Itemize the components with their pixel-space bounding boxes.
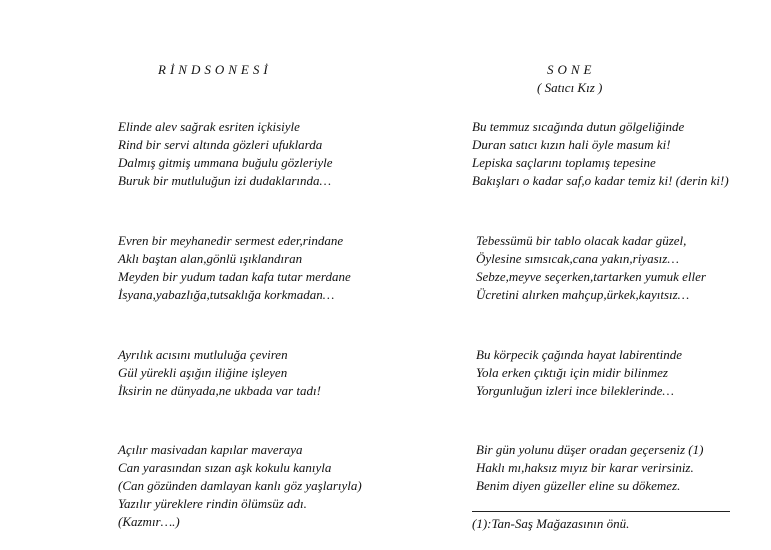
footnote: (1):Tan-Saş Mağazasının önü.: [472, 516, 630, 531]
poem-line: Bir gün yolunu düşer oradan geçerseniz (1): [476, 442, 704, 457]
poem-line: Meyden bir yudum tadan kafa tutar merdane: [118, 269, 351, 284]
poem-line: (Can gözünden damlayan kanlı göz yaşlarıyla): [118, 478, 362, 493]
poem-line: (Kazmır….): [118, 514, 180, 529]
poem-line: Benim diyen güzeller eline su dökemez.: [476, 478, 681, 493]
poem-line: Lepiska saçlarını toplamış tepesine: [472, 155, 656, 170]
poem-line: Ayrılık acısını mutluluğa çeviren: [118, 347, 288, 362]
poem-line: Yazılır yüreklere rindin ölümsüz adı.: [118, 496, 307, 511]
poem-line: Tebessümü bir tablo olacak kadar güzel,: [476, 233, 687, 248]
poem-line: Ücretini alırken mahçup,ürkek,kayıtsız…: [476, 287, 690, 302]
poem-line: Açılır masivadan kapılar maveraya: [118, 442, 303, 457]
poem-line: Rind bir servi altında gözleri ufuklarda: [118, 137, 323, 152]
poem-line: Can yarasından sızan aşk kokulu kanıyla: [118, 460, 332, 475]
left-poem-title: RİNDSONESİ: [158, 62, 272, 77]
poem-line: Dalmış gitmiş ummana buğulu gözleriyle: [118, 155, 333, 170]
poem-line: Buruk bir mutluluğun izi dudaklarında…: [118, 173, 332, 188]
poem-line: Bu temmuz sıcağında dutun gölgeliğinde: [472, 119, 685, 134]
poem-line: Evren bir meyhanedir sermest eder,rindane: [118, 233, 344, 248]
poem-line: Yorgunluğun izleri ince bileklerinde…: [476, 383, 674, 398]
poem-line: Sebze,meyve seçerken,tartarken yumuk eller: [476, 269, 706, 284]
right-poem-subtitle: ( Satıcı Kız ): [537, 80, 603, 95]
poem-line: Aklı baştan alan,gönlü ışıklandıran: [118, 251, 303, 266]
poem-line: Duran satıcı kızın hali öyle masum ki!: [472, 137, 671, 152]
footnote-divider: [472, 511, 730, 512]
poem-line: Elinde alev sağrak esriten içkisiyle: [118, 119, 300, 134]
poem-line: İksirin ne dünyada,ne ukbada var tadı!: [118, 383, 321, 398]
poem-line: Bakışları o kadar saf,o kadar temiz ki! (derin ki!): [472, 173, 729, 188]
poem-line: Bu körpecik çağında hayat labirentinde: [476, 347, 683, 362]
poem-line: Yola erken çıktığı için midir bilinmez: [476, 365, 668, 380]
poem-line: Haklı mı,haksız mıyız bir karar verirsiniz.: [476, 460, 694, 475]
poem-line: İsyana,yabazlığa,tutsaklığa korkmadan…: [118, 287, 335, 302]
poem-line: Gül yürekli aşığın iliğine işleyen: [118, 365, 288, 380]
right-poem-title: SONE: [547, 62, 596, 77]
poem-line: Öylesine sımsıcak,cana yakın,riyasız…: [476, 251, 679, 266]
